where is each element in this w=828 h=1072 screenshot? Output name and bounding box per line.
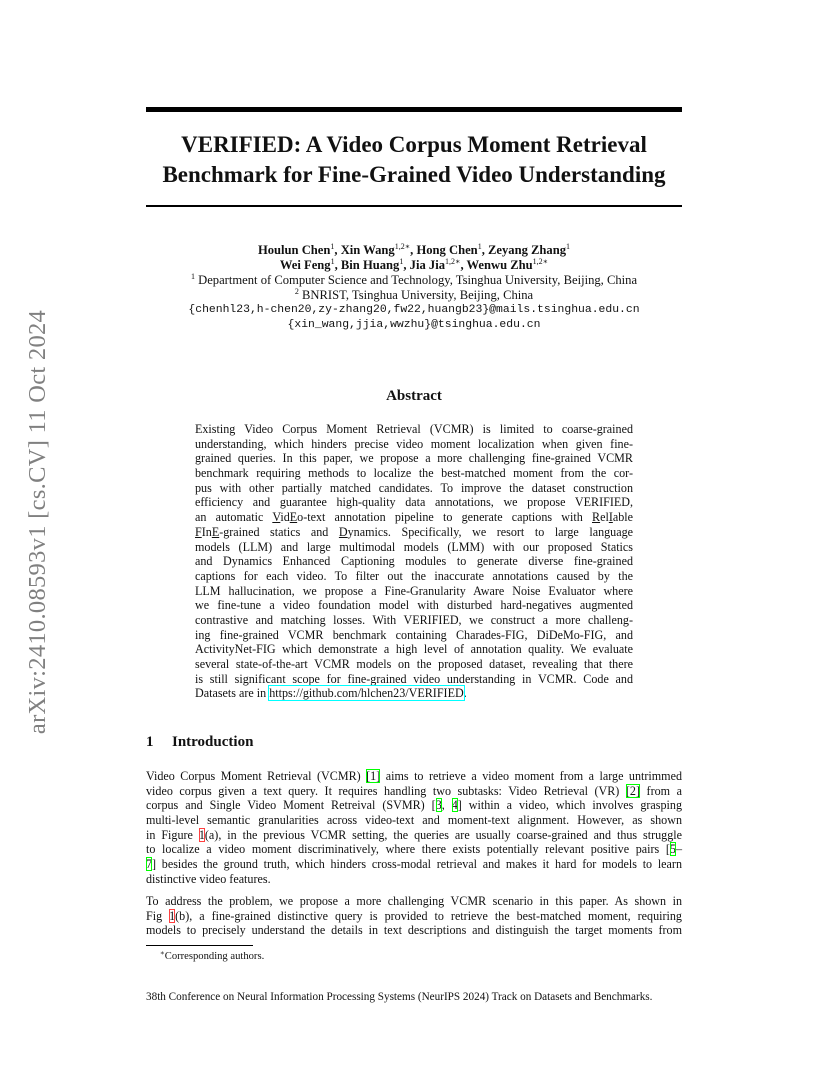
abstract-line: several state-of-the-art VCMR models on the proposed dataset, revealing that there bbox=[195, 657, 633, 671]
author-affiliation: 1 bbox=[330, 257, 335, 266]
title-line-2: Benchmark for Fine-Grained Video Understanding bbox=[162, 162, 666, 187]
author-name: Jia Jia bbox=[409, 258, 445, 272]
text: able bbox=[612, 510, 633, 525]
footnote-text: Corresponding authors. bbox=[164, 951, 265, 962]
author-line-1 bbox=[146, 243, 682, 258]
abstract-line: and Dynamics Enhanced Captioning modules to generate diverse fine-grained bbox=[195, 554, 633, 569]
github-link[interactable]: https://github.com/hlchen23/VERIFIED bbox=[269, 686, 464, 701]
text: el bbox=[600, 510, 609, 525]
section-number: 1 bbox=[146, 734, 154, 750]
section-title: Introduction bbox=[172, 734, 254, 750]
text: , bbox=[441, 798, 452, 813]
affiliation-2 bbox=[146, 288, 682, 303]
text: Fig bbox=[146, 908, 170, 923]
intro-paragraph-1 bbox=[146, 769, 682, 887]
abstract-line: contrastive and matching losses. With VERIFIED, we construct a more challeng- bbox=[195, 612, 633, 627]
affiliation-1 bbox=[146, 273, 682, 288]
text: to localize a video moment discriminatively, where there exists potentially relevant positive pairs [ bbox=[146, 842, 670, 857]
author-name: Hong Chen bbox=[416, 243, 478, 257]
underlined-letter: R bbox=[592, 510, 601, 525]
underlined-letter: E bbox=[211, 524, 220, 539]
author-block bbox=[146, 243, 682, 333]
citation-link[interactable]: 4 bbox=[451, 798, 458, 813]
email-line-2: {xin_wang,jjia,wwzhu}@tsinghua.edu.cn bbox=[287, 319, 541, 331]
abstract-line: is still significant scope for fine-grained video understanding in VCMR. Code and bbox=[195, 671, 633, 686]
author-affiliation: 1,2∗ bbox=[532, 257, 549, 266]
author-name: Houlun Chen bbox=[257, 243, 331, 257]
abstract-line: models (LLM) and large multimodal models (LMM) with our proposed Statics bbox=[195, 539, 633, 554]
body-line bbox=[146, 857, 682, 872]
text: video corpus given a text query. It requires handling two subtasks: Video Retrieval (VR) bbox=[146, 783, 626, 798]
author-affiliation: 1,2∗ bbox=[445, 257, 461, 266]
body-line: multi-level semantic granularities across video-text and moment-text alignment. However, as shown bbox=[146, 813, 682, 828]
title-bottom-rule bbox=[146, 205, 682, 207]
abstract-line bbox=[195, 525, 633, 540]
separator: , bbox=[334, 243, 341, 257]
text: (b), a fine-grained distinctive query is provided to retrieve the best-matched moment, requiring bbox=[175, 908, 682, 923]
citation-link[interactable]: 7 bbox=[146, 857, 153, 872]
abstract-line: LLM hallucination, we propose a Fine-Granularity Aware Noise Evaluator where bbox=[195, 583, 633, 598]
abstract-line: ActivityNet-FIG which demonstrate a high level of annotation quality. We evaluate bbox=[195, 642, 633, 657]
text: . bbox=[463, 686, 467, 701]
title-top-rule bbox=[146, 107, 682, 112]
citation-link[interactable]: 5 bbox=[669, 842, 676, 857]
text: -grained statics and bbox=[219, 524, 339, 539]
figure-link[interactable]: 1 bbox=[198, 827, 205, 842]
author-affiliation: 1,2∗ bbox=[394, 242, 411, 251]
abstract-line: captions for each video. To filter out the inaccurate annotations caused by the bbox=[195, 568, 633, 583]
text: ] within a video, which involves grasping bbox=[457, 798, 682, 813]
body-line bbox=[146, 798, 682, 813]
title-line-1: VERIFIED: A Video Corpus Moment Retrieval bbox=[181, 132, 647, 157]
text: ynamics. Specifically, we resort to large language bbox=[347, 524, 633, 539]
text: aims to retrieve a video moment from a large untrimmed bbox=[380, 769, 682, 783]
underlined-letter: D bbox=[338, 524, 348, 539]
abstract-line bbox=[195, 510, 633, 525]
arxiv-identifier: arXiv:2410.08593v1 [cs.CV] 11 Oct 2024 bbox=[24, 309, 51, 735]
footnote bbox=[160, 950, 264, 963]
abstract-line: efficiency and guarantee high-quality data annotations, we propose VERIFIED, bbox=[195, 495, 633, 510]
paper-title bbox=[146, 130, 682, 190]
body-line bbox=[146, 828, 682, 843]
underlined-letter: F bbox=[195, 524, 202, 539]
text: (a), in the previous VCMR setting, the queries are usually coarse-grained and thus struggle bbox=[204, 827, 682, 842]
conference-footer: 38th Conference on Neural Information Processing Systems (NeurIPS 2024) Track on Datasets and Benchmarks. bbox=[146, 991, 653, 1003]
text: id bbox=[280, 510, 290, 525]
affiliation-text: BNRIST, Tsinghua University, Beijing, China bbox=[301, 288, 534, 302]
body-line: models to precisely understand the details in text descriptions and distinguish the target moments from bbox=[146, 923, 682, 938]
separator: , bbox=[481, 243, 488, 257]
citation-link[interactable]: [1] bbox=[366, 769, 381, 783]
text: – bbox=[675, 842, 682, 857]
body-line bbox=[146, 784, 682, 799]
separator: , bbox=[410, 243, 417, 257]
abstract-line: ing fine-grained VCMR benchmark containing Charades-FIG, DiDeMo-FIG, and bbox=[195, 627, 633, 642]
email-line-1: {chenhl23,h-chen20,zy-zhang20,fw22,huangb23}@mails.tsinghua.edu.cn bbox=[188, 304, 640, 316]
author-affiliation: 1 bbox=[566, 242, 571, 251]
citation-link[interactable]: 3 bbox=[435, 798, 442, 813]
abstract-line bbox=[195, 686, 633, 701]
author-name: Zeyang Zhang bbox=[488, 243, 567, 257]
author-line-2 bbox=[146, 258, 682, 273]
footnote-mark: ∗ bbox=[160, 949, 165, 957]
underlined-letter: E bbox=[289, 510, 298, 525]
text: o-text annotation pipeline to generate captions with bbox=[297, 510, 592, 525]
affiliation-text: Department of Computer Science and Technology, Tsinghua University, Beijing, China bbox=[198, 273, 638, 287]
abstract-line: benchmark requiring methods to localize the best-matched moment from the cor- bbox=[195, 466, 633, 481]
intro-paragraph-2 bbox=[146, 894, 682, 938]
author-name: Wei Feng bbox=[279, 258, 331, 272]
body-line bbox=[146, 769, 682, 784]
abstract-line: we fine-tune a video foundation model with disturbed hard-negatives augmented bbox=[195, 598, 633, 613]
separator: , bbox=[460, 258, 467, 272]
text: an automatic bbox=[195, 510, 273, 525]
text: Video Corpus Moment Retrieval (VCMR) bbox=[146, 769, 367, 783]
body-line bbox=[146, 842, 682, 857]
figure-link[interactable]: 1 bbox=[169, 908, 176, 923]
separator: , bbox=[403, 258, 410, 272]
author-affiliation: 1 bbox=[399, 257, 404, 266]
author-name: Xin Wang bbox=[340, 243, 395, 257]
separator: , bbox=[334, 258, 341, 272]
underlined-letter: V bbox=[272, 510, 281, 525]
author-affiliation: 1 bbox=[477, 242, 482, 251]
abstract-line: grained queries. In this paper, we propose a more challenging fine-grained VCMR bbox=[195, 451, 633, 466]
text: In bbox=[201, 524, 212, 539]
affiliation-mark: 2 bbox=[294, 287, 299, 296]
affiliation-mark: 1 bbox=[190, 272, 195, 281]
body-line: distinctive video features. bbox=[146, 871, 271, 886]
body-line bbox=[146, 909, 682, 924]
text: in Figure bbox=[146, 827, 199, 842]
abstract-heading: Abstract bbox=[386, 388, 442, 404]
abstract-body bbox=[195, 422, 633, 701]
author-affiliation: 1 bbox=[330, 242, 335, 251]
citation-link[interactable]: [2] bbox=[625, 783, 640, 798]
abstract-line: understanding, which hinders precise video moment localization when given fine- bbox=[195, 436, 633, 451]
text: Datasets are in bbox=[195, 686, 270, 701]
text: ] besides the ground truth, which hinders cross-modal retrieval and makes it hard for models to learn bbox=[152, 857, 682, 872]
text: corpus and Single Video Moment Retreival (SVMR) [ bbox=[146, 798, 436, 813]
abstract-line: Existing Video Corpus Moment Retrieval (VCMR) is limited to coarse-grained bbox=[195, 422, 633, 436]
body-line: To address the problem, we propose a more challenging VCMR scenario in this paper. As shown in bbox=[146, 894, 682, 908]
section-heading-introduction bbox=[146, 733, 253, 751]
abstract-line: pus with other partially matched candidates. To improve the dataset construction bbox=[195, 480, 633, 495]
footnote-rule bbox=[146, 945, 253, 946]
underlined-letter: I bbox=[608, 510, 613, 525]
text: from a bbox=[640, 783, 682, 798]
author-name: Bin Huang bbox=[340, 258, 400, 272]
author-name: Wenwu Zhu bbox=[466, 258, 533, 272]
